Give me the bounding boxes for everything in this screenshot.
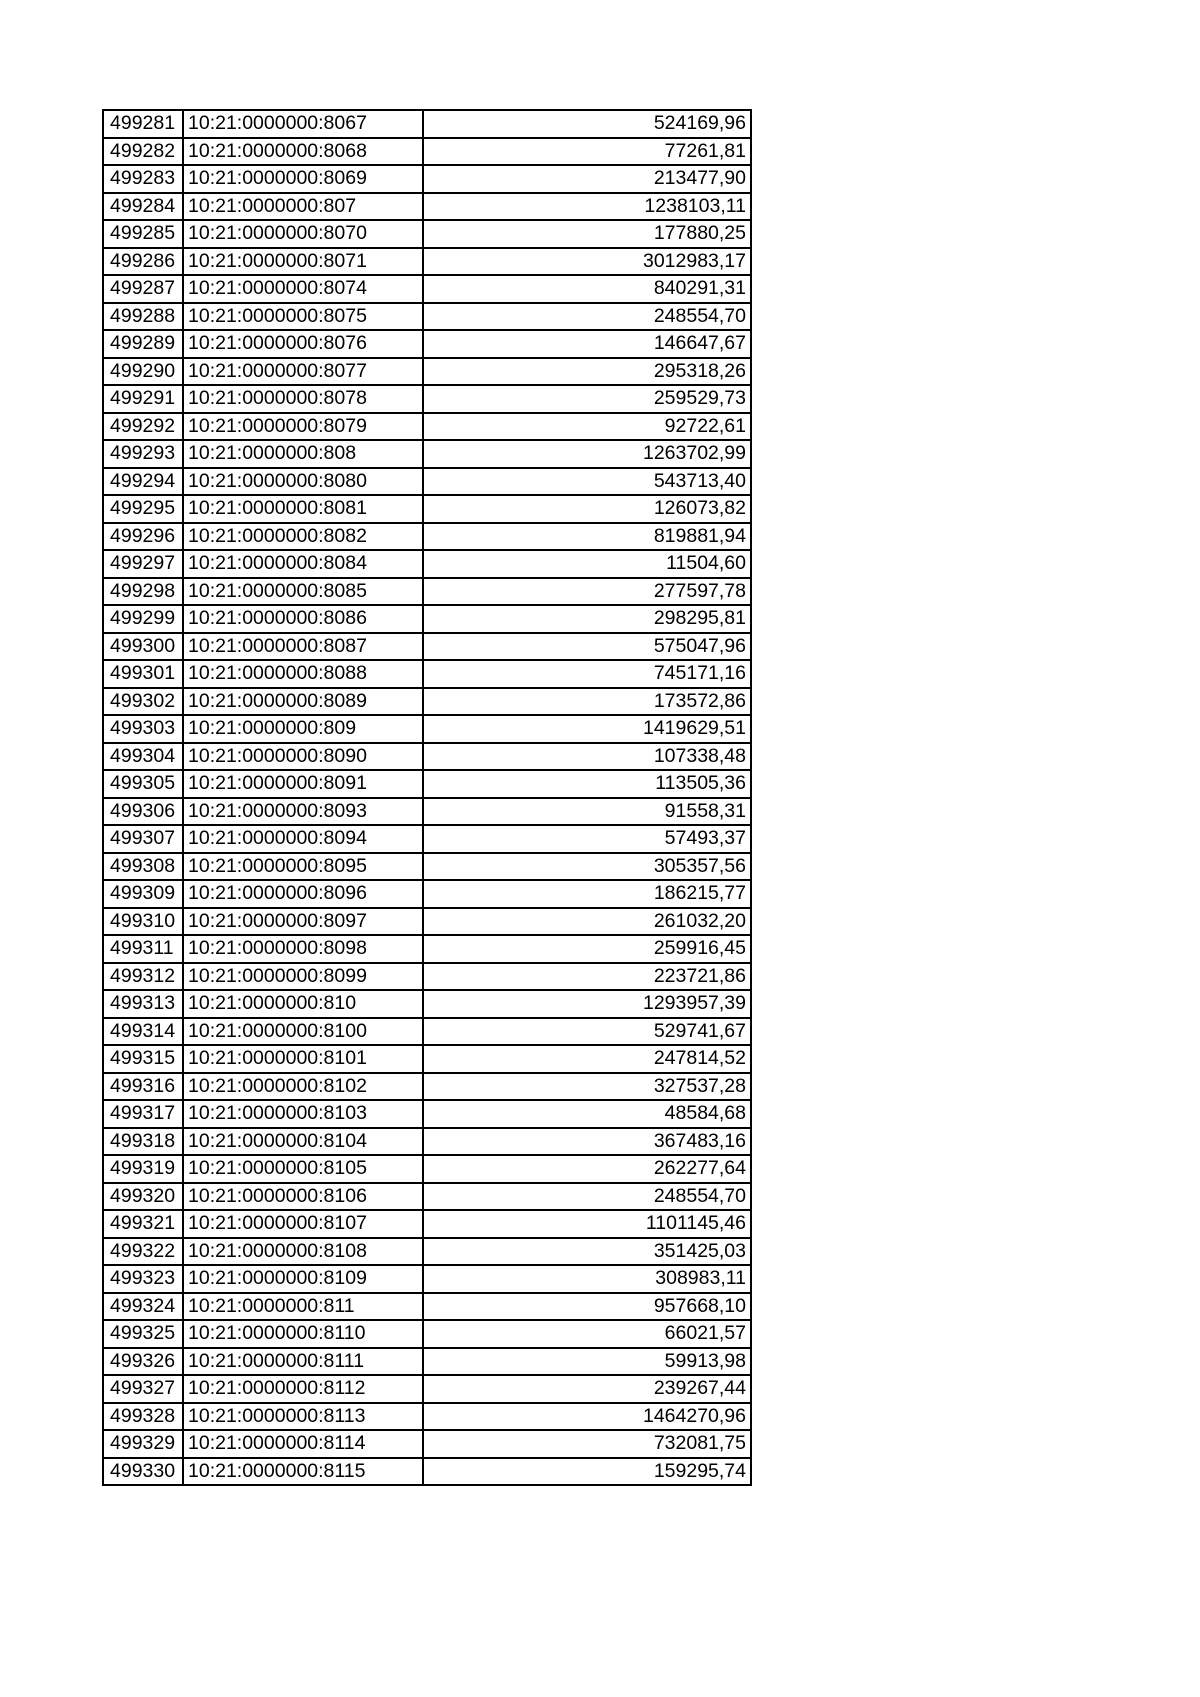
amount-cell: 186215,77: [423, 880, 751, 908]
row-id-cell: 499298: [103, 578, 183, 606]
row-id-cell: 499310: [103, 908, 183, 936]
row-id-cell: 499324: [103, 1293, 183, 1321]
amount-cell: 543713,40: [423, 468, 751, 496]
cadastral-number-cell: 10:21:0000000:8112: [183, 1375, 423, 1403]
cadastral-number-cell: 10:21:0000000:8096: [183, 880, 423, 908]
cadastral-number-cell: 10:21:0000000:8099: [183, 963, 423, 991]
amount-cell: 1293957,39: [423, 990, 751, 1018]
cadastral-number-cell: 10:21:0000000:811: [183, 1293, 423, 1321]
table-row: [103, 550, 751, 578]
row-id-cell: 499289: [103, 330, 183, 358]
table-row: [103, 468, 751, 496]
amount-cell: 173572,86: [423, 688, 751, 716]
cadastral-number-cell: 10:21:0000000:8101: [183, 1045, 423, 1073]
cadastral-number-cell: 10:21:0000000:8102: [183, 1073, 423, 1101]
table-row: [103, 578, 751, 606]
table-row: [103, 303, 751, 331]
table-row: [103, 1210, 751, 1238]
amount-cell: 957668,10: [423, 1293, 751, 1321]
table-row: [103, 688, 751, 716]
table-row: [103, 1155, 751, 1183]
table-row: [103, 990, 751, 1018]
cadastral-number-cell: 10:21:0000000:8082: [183, 523, 423, 551]
amount-cell: 239267,44: [423, 1375, 751, 1403]
amount-cell: 3012983,17: [423, 248, 751, 276]
row-id-cell: 499315: [103, 1045, 183, 1073]
table-row: [103, 798, 751, 826]
table-row: [103, 1265, 751, 1293]
table-row: [103, 1073, 751, 1101]
cadastral-number-cell: 10:21:0000000:8076: [183, 330, 423, 358]
row-id-cell: 499316: [103, 1073, 183, 1101]
table-row: [103, 660, 751, 688]
table-row: [103, 275, 751, 303]
cadastral-number-cell: 10:21:0000000:8106: [183, 1183, 423, 1211]
row-id-cell: 499304: [103, 743, 183, 771]
table-row: [103, 1238, 751, 1266]
cadastral-number-cell: 10:21:0000000:8093: [183, 798, 423, 826]
table-row: [103, 715, 751, 743]
cadastral-number-cell: 10:21:0000000:8097: [183, 908, 423, 936]
cadastral-number-cell: 10:21:0000000:8074: [183, 275, 423, 303]
row-id-cell: 499303: [103, 715, 183, 743]
row-id-cell: 499317: [103, 1100, 183, 1128]
cadastral-number-cell: 10:21:0000000:8104: [183, 1128, 423, 1156]
amount-cell: 66021,57: [423, 1320, 751, 1348]
row-id-cell: 499325: [103, 1320, 183, 1348]
cadastral-number-cell: 10:21:0000000:8091: [183, 770, 423, 798]
row-id-cell: 499291: [103, 385, 183, 413]
row-id-cell: 499284: [103, 193, 183, 221]
table-row: [103, 413, 751, 441]
cadastral-number-cell: 10:21:0000000:8084: [183, 550, 423, 578]
row-id-cell: 499311: [103, 935, 183, 963]
table-row: [103, 1430, 751, 1458]
row-id-cell: 499295: [103, 495, 183, 523]
amount-cell: 262277,64: [423, 1155, 751, 1183]
amount-cell: 529741,67: [423, 1018, 751, 1046]
cadastral-number-cell: 10:21:0000000:808: [183, 440, 423, 468]
row-id-cell: 499302: [103, 688, 183, 716]
row-id-cell: 499286: [103, 248, 183, 276]
cadastral-number-cell: 10:21:0000000:8100: [183, 1018, 423, 1046]
row-id-cell: 499323: [103, 1265, 183, 1293]
table-row: [103, 853, 751, 881]
row-id-cell: 499306: [103, 798, 183, 826]
table-row: [103, 1348, 751, 1376]
row-id-cell: 499308: [103, 853, 183, 881]
amount-cell: 247814,52: [423, 1045, 751, 1073]
table-row: [103, 1183, 751, 1211]
cadastral-number-cell: 10:21:0000000:8079: [183, 413, 423, 441]
amount-cell: 113505,36: [423, 770, 751, 798]
data-table: [102, 109, 752, 1486]
table-row: [103, 633, 751, 661]
row-id-cell: 499327: [103, 1375, 183, 1403]
amount-cell: 351425,03: [423, 1238, 751, 1266]
cadastral-number-cell: 10:21:0000000:8085: [183, 578, 423, 606]
amount-cell: 223721,86: [423, 963, 751, 991]
row-id-cell: 499312: [103, 963, 183, 991]
amount-cell: 1238103,11: [423, 193, 751, 221]
row-id-cell: 499282: [103, 138, 183, 166]
amount-cell: 248554,70: [423, 303, 751, 331]
row-id-cell: 499318: [103, 1128, 183, 1156]
amount-cell: 146647,67: [423, 330, 751, 358]
amount-cell: 213477,90: [423, 165, 751, 193]
table-row: [103, 440, 751, 468]
row-id-cell: 499307: [103, 825, 183, 853]
cadastral-number-cell: 10:21:0000000:8078: [183, 385, 423, 413]
cadastral-number-cell: 10:21:0000000:8109: [183, 1265, 423, 1293]
table-row: [103, 248, 751, 276]
row-id-cell: 499330: [103, 1458, 183, 1486]
row-id-cell: 499313: [103, 990, 183, 1018]
row-id-cell: 499305: [103, 770, 183, 798]
row-id-cell: 499320: [103, 1183, 183, 1211]
table-row: [103, 825, 751, 853]
table-row: [103, 138, 751, 166]
cadastral-number-cell: 10:21:0000000:8070: [183, 220, 423, 248]
row-id-cell: 499285: [103, 220, 183, 248]
row-id-cell: 499292: [103, 413, 183, 441]
cadastral-number-cell: 10:21:0000000:8068: [183, 138, 423, 166]
table-body: [103, 110, 751, 1485]
amount-cell: 327537,28: [423, 1073, 751, 1101]
amount-cell: 819881,94: [423, 523, 751, 551]
row-id-cell: 499290: [103, 358, 183, 386]
cadastral-number-cell: 10:21:0000000:8098: [183, 935, 423, 963]
row-id-cell: 499326: [103, 1348, 183, 1376]
amount-cell: 57493,37: [423, 825, 751, 853]
amount-cell: 367483,16: [423, 1128, 751, 1156]
table-row: [103, 935, 751, 963]
table-row: [103, 1293, 751, 1321]
cadastral-number-cell: 10:21:0000000:8094: [183, 825, 423, 853]
amount-cell: 1263702,99: [423, 440, 751, 468]
row-id-cell: 499329: [103, 1430, 183, 1458]
row-id-cell: 499301: [103, 660, 183, 688]
amount-cell: 159295,74: [423, 1458, 751, 1486]
cadastral-number-cell: 10:21:0000000:8105: [183, 1155, 423, 1183]
cadastral-number-cell: 10:21:0000000:8107: [183, 1210, 423, 1238]
amount-cell: 259529,73: [423, 385, 751, 413]
table-row: [103, 880, 751, 908]
table-row: [103, 193, 751, 221]
table-row: [103, 1375, 751, 1403]
row-id-cell: 499319: [103, 1155, 183, 1183]
table-row: [103, 743, 751, 771]
row-id-cell: 499322: [103, 1238, 183, 1266]
cadastral-number-cell: 10:21:0000000:807: [183, 193, 423, 221]
table-row: [103, 165, 751, 193]
table-row: [103, 1458, 751, 1486]
amount-cell: 59913,98: [423, 1348, 751, 1376]
amount-cell: 107338,48: [423, 743, 751, 771]
cadastral-number-cell: 10:21:0000000:8103: [183, 1100, 423, 1128]
row-id-cell: 499294: [103, 468, 183, 496]
amount-cell: 305357,56: [423, 853, 751, 881]
table-row: [103, 1320, 751, 1348]
row-id-cell: 499288: [103, 303, 183, 331]
amount-cell: 177880,25: [423, 220, 751, 248]
amount-cell: 295318,26: [423, 358, 751, 386]
amount-cell: 91558,31: [423, 798, 751, 826]
cadastral-number-cell: 10:21:0000000:8067: [183, 110, 423, 138]
amount-cell: 745171,16: [423, 660, 751, 688]
amount-cell: 1419629,51: [423, 715, 751, 743]
amount-cell: 11504,60: [423, 550, 751, 578]
table-row: [103, 1045, 751, 1073]
amount-cell: 575047,96: [423, 633, 751, 661]
table-row: [103, 495, 751, 523]
amount-cell: 308983,11: [423, 1265, 751, 1293]
table-row: [103, 605, 751, 633]
row-id-cell: 499293: [103, 440, 183, 468]
table-row: [103, 1100, 751, 1128]
cadastral-number-cell: 10:21:0000000:8077: [183, 358, 423, 386]
row-id-cell: 499283: [103, 165, 183, 193]
table-row: [103, 220, 751, 248]
cadastral-number-cell: 10:21:0000000:8088: [183, 660, 423, 688]
amount-cell: 261032,20: [423, 908, 751, 936]
amount-cell: 259916,45: [423, 935, 751, 963]
cadastral-number-cell: 10:21:0000000:809: [183, 715, 423, 743]
table-row: [103, 963, 751, 991]
amount-cell: 1101145,46: [423, 1210, 751, 1238]
cadastral-number-cell: 10:21:0000000:810: [183, 990, 423, 1018]
table-row: [103, 1018, 751, 1046]
row-id-cell: 499297: [103, 550, 183, 578]
amount-cell: 732081,75: [423, 1430, 751, 1458]
row-id-cell: 499328: [103, 1403, 183, 1431]
table-row: [103, 770, 751, 798]
cadastral-number-cell: 10:21:0000000:8089: [183, 688, 423, 716]
cadastral-number-cell: 10:21:0000000:8086: [183, 605, 423, 633]
row-id-cell: 499321: [103, 1210, 183, 1238]
cadastral-number-cell: 10:21:0000000:8075: [183, 303, 423, 331]
table-row: [103, 330, 751, 358]
amount-cell: 92722,61: [423, 413, 751, 441]
amount-cell: 1464270,96: [423, 1403, 751, 1431]
amount-cell: 277597,78: [423, 578, 751, 606]
cadastral-number-cell: 10:21:0000000:8113: [183, 1403, 423, 1431]
row-id-cell: 499300: [103, 633, 183, 661]
cadastral-number-cell: 10:21:0000000:8071: [183, 248, 423, 276]
row-id-cell: 499287: [103, 275, 183, 303]
cadastral-number-cell: 10:21:0000000:8080: [183, 468, 423, 496]
amount-cell: 248554,70: [423, 1183, 751, 1211]
amount-cell: 48584,68: [423, 1100, 751, 1128]
row-id-cell: 499314: [103, 1018, 183, 1046]
cadastral-number-cell: 10:21:0000000:8114: [183, 1430, 423, 1458]
cadastral-number-cell: 10:21:0000000:8115: [183, 1458, 423, 1486]
amount-cell: 298295,81: [423, 605, 751, 633]
amount-cell: 524169,96: [423, 110, 751, 138]
amount-cell: 840291,31: [423, 275, 751, 303]
table-row: [103, 1128, 751, 1156]
cadastral-number-cell: 10:21:0000000:8111: [183, 1348, 423, 1376]
cadastral-number-cell: 10:21:0000000:8095: [183, 853, 423, 881]
table-row: [103, 110, 751, 138]
row-id-cell: 499296: [103, 523, 183, 551]
cadastral-number-cell: 10:21:0000000:8069: [183, 165, 423, 193]
amount-cell: 77261,81: [423, 138, 751, 166]
table-row: [103, 523, 751, 551]
row-id-cell: 499299: [103, 605, 183, 633]
amount-cell: 126073,82: [423, 495, 751, 523]
cadastral-number-cell: 10:21:0000000:8090: [183, 743, 423, 771]
table-row: [103, 358, 751, 386]
row-id-cell: 499281: [103, 110, 183, 138]
table-row: [103, 908, 751, 936]
table-row: [103, 385, 751, 413]
cadastral-number-cell: 10:21:0000000:8108: [183, 1238, 423, 1266]
cadastral-number-cell: 10:21:0000000:8087: [183, 633, 423, 661]
row-id-cell: 499309: [103, 880, 183, 908]
cadastral-number-cell: 10:21:0000000:8110: [183, 1320, 423, 1348]
table-row: [103, 1403, 751, 1431]
cadastral-number-cell: 10:21:0000000:8081: [183, 495, 423, 523]
